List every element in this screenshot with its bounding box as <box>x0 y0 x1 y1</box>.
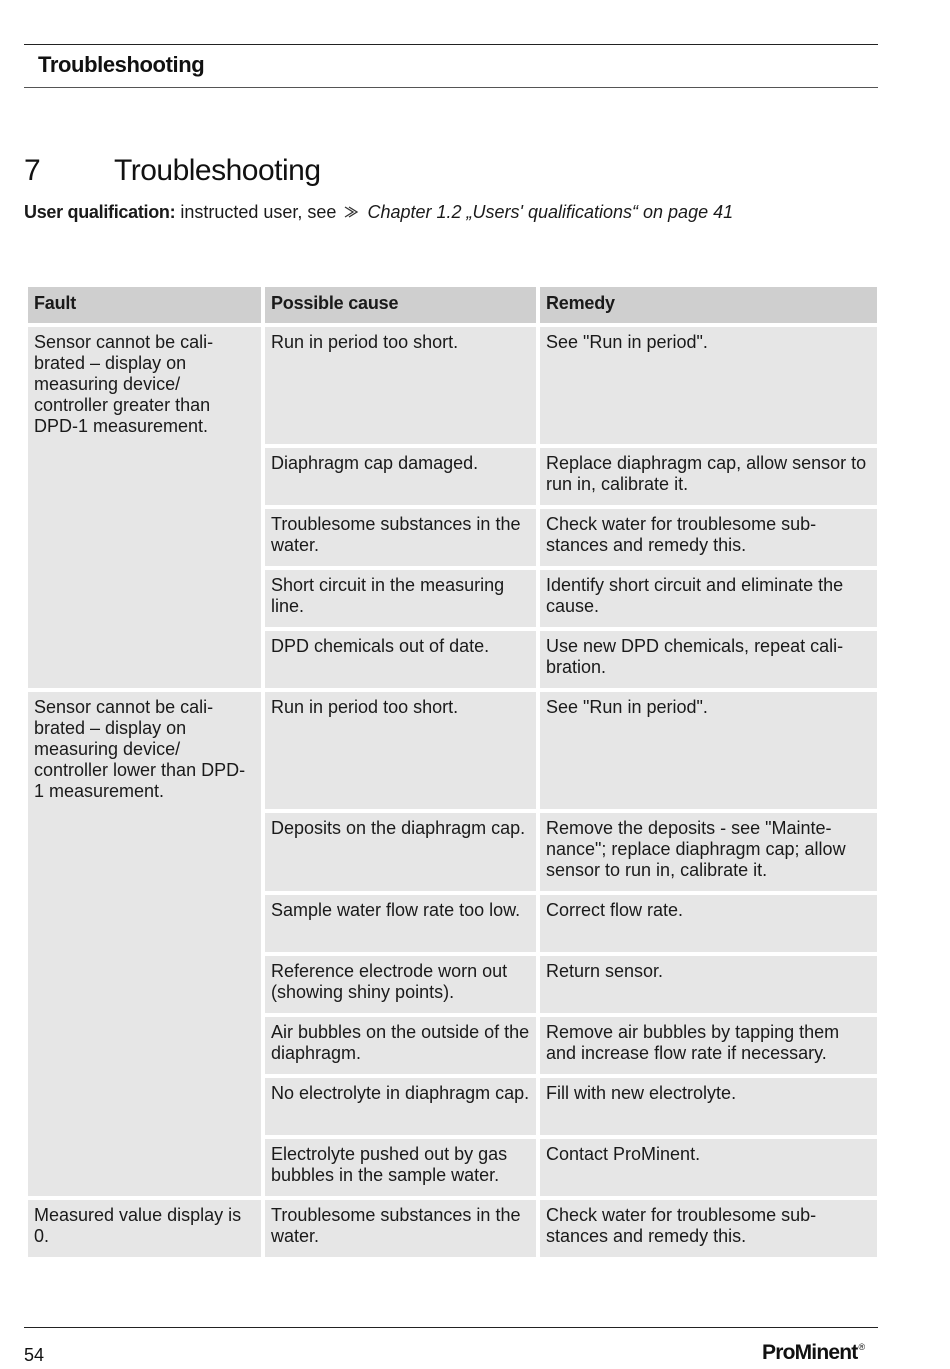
chapter-number: 7 <box>24 154 41 187</box>
cause-cell: Diaphragm cap damaged. <box>265 448 536 505</box>
fault-cell: Sensor cannot be cali-brated – display on measuring device/ controller lower than DPD-1 measurement. <box>28 692 261 1196</box>
cause-cell: Air bubbles on the outside of the diaphragm. <box>265 1017 536 1074</box>
page-header <box>24 44 878 88</box>
troubleshooting-table <box>24 283 881 1261</box>
fault-cell: Measured value display is 0. <box>28 1200 261 1257</box>
remedy-cell: Return sensor. <box>540 956 877 1013</box>
remedy-cell: Correct flow rate. <box>540 895 877 952</box>
column-header-remedy: Remedy <box>540 287 877 323</box>
column-header-fault: Fault <box>28 287 261 323</box>
chapter-reference-link[interactable]: Chapter 1.2 „Users' qualifications“ on page 41 <box>367 202 734 222</box>
brand-name: ProMinent <box>762 1341 858 1364</box>
remedy-cell: Identify short circuit and eliminate the cause. <box>540 570 877 627</box>
remedy-cell: Check water for troublesome sub-stances and remedy this. <box>540 509 877 566</box>
column-header-cause: Possible cause <box>265 287 536 323</box>
cause-cell: Troublesome substances in the water. <box>265 1200 536 1257</box>
remedy-cell: Replace diaphragm cap, allow sensor to run in, calibrate it. <box>540 448 877 505</box>
brand-logo <box>762 1341 864 1365</box>
qualification-text: instructed user, see <box>180 202 337 222</box>
remedy-cell: Check water for troublesome sub-stances and remedy this. <box>540 1200 877 1257</box>
cause-cell: Deposits on the diaphragm cap. <box>265 813 536 891</box>
cause-cell: Run in period too short. <box>265 692 536 809</box>
cause-cell: Run in period too short. <box>265 327 536 444</box>
footer-divider <box>24 1327 878 1328</box>
remedy-cell: Use new DPD chemicals, repeat cali-bration. <box>540 631 877 688</box>
user-qualification <box>24 202 733 223</box>
arrow-reference-icon <box>343 204 359 220</box>
registered-mark: ® <box>858 1342 865 1352</box>
chapter-title: Troubleshooting <box>114 154 321 187</box>
cause-cell: Troublesome substances in the water. <box>265 509 536 566</box>
cause-cell: Reference electrode worn out (showing shiny points). <box>265 956 536 1013</box>
remedy-cell: See "Run in period". <box>540 327 877 444</box>
cause-cell: Sample water flow rate too low. <box>265 895 536 952</box>
header-title: Troubleshooting <box>38 52 205 77</box>
table-row <box>28 1200 877 1257</box>
cause-cell: Short circuit in the measuring line. <box>265 570 536 627</box>
remedy-cell: Remove air bubbles by tapping them and increase flow rate if necessary. <box>540 1017 877 1074</box>
cause-cell: Electrolyte pushed out by gas bubbles in the sample water. <box>265 1139 536 1196</box>
table-header-row <box>28 287 877 323</box>
remedy-cell: Remove the deposits - see "Mainte-nance"; replace diaphragm cap; allow sensor to run in, calibrate it. <box>540 813 877 891</box>
qualification-label: User qualification: <box>24 202 176 222</box>
table-row <box>28 327 877 444</box>
fault-cell: Sensor cannot be cali-brated – display on measuring device/ controller greater than DPD-1 measurement. <box>28 327 261 688</box>
page-number: 54 <box>24 1345 45 1365</box>
table-row <box>28 692 877 809</box>
cause-cell: No electrolyte in diaphragm cap. <box>265 1078 536 1135</box>
remedy-cell: Fill with new electrolyte. <box>540 1078 877 1135</box>
remedy-cell: Contact ProMinent. <box>540 1139 877 1196</box>
cause-cell: DPD chemicals out of date. <box>265 631 536 688</box>
remedy-cell: See "Run in period". <box>540 692 877 809</box>
